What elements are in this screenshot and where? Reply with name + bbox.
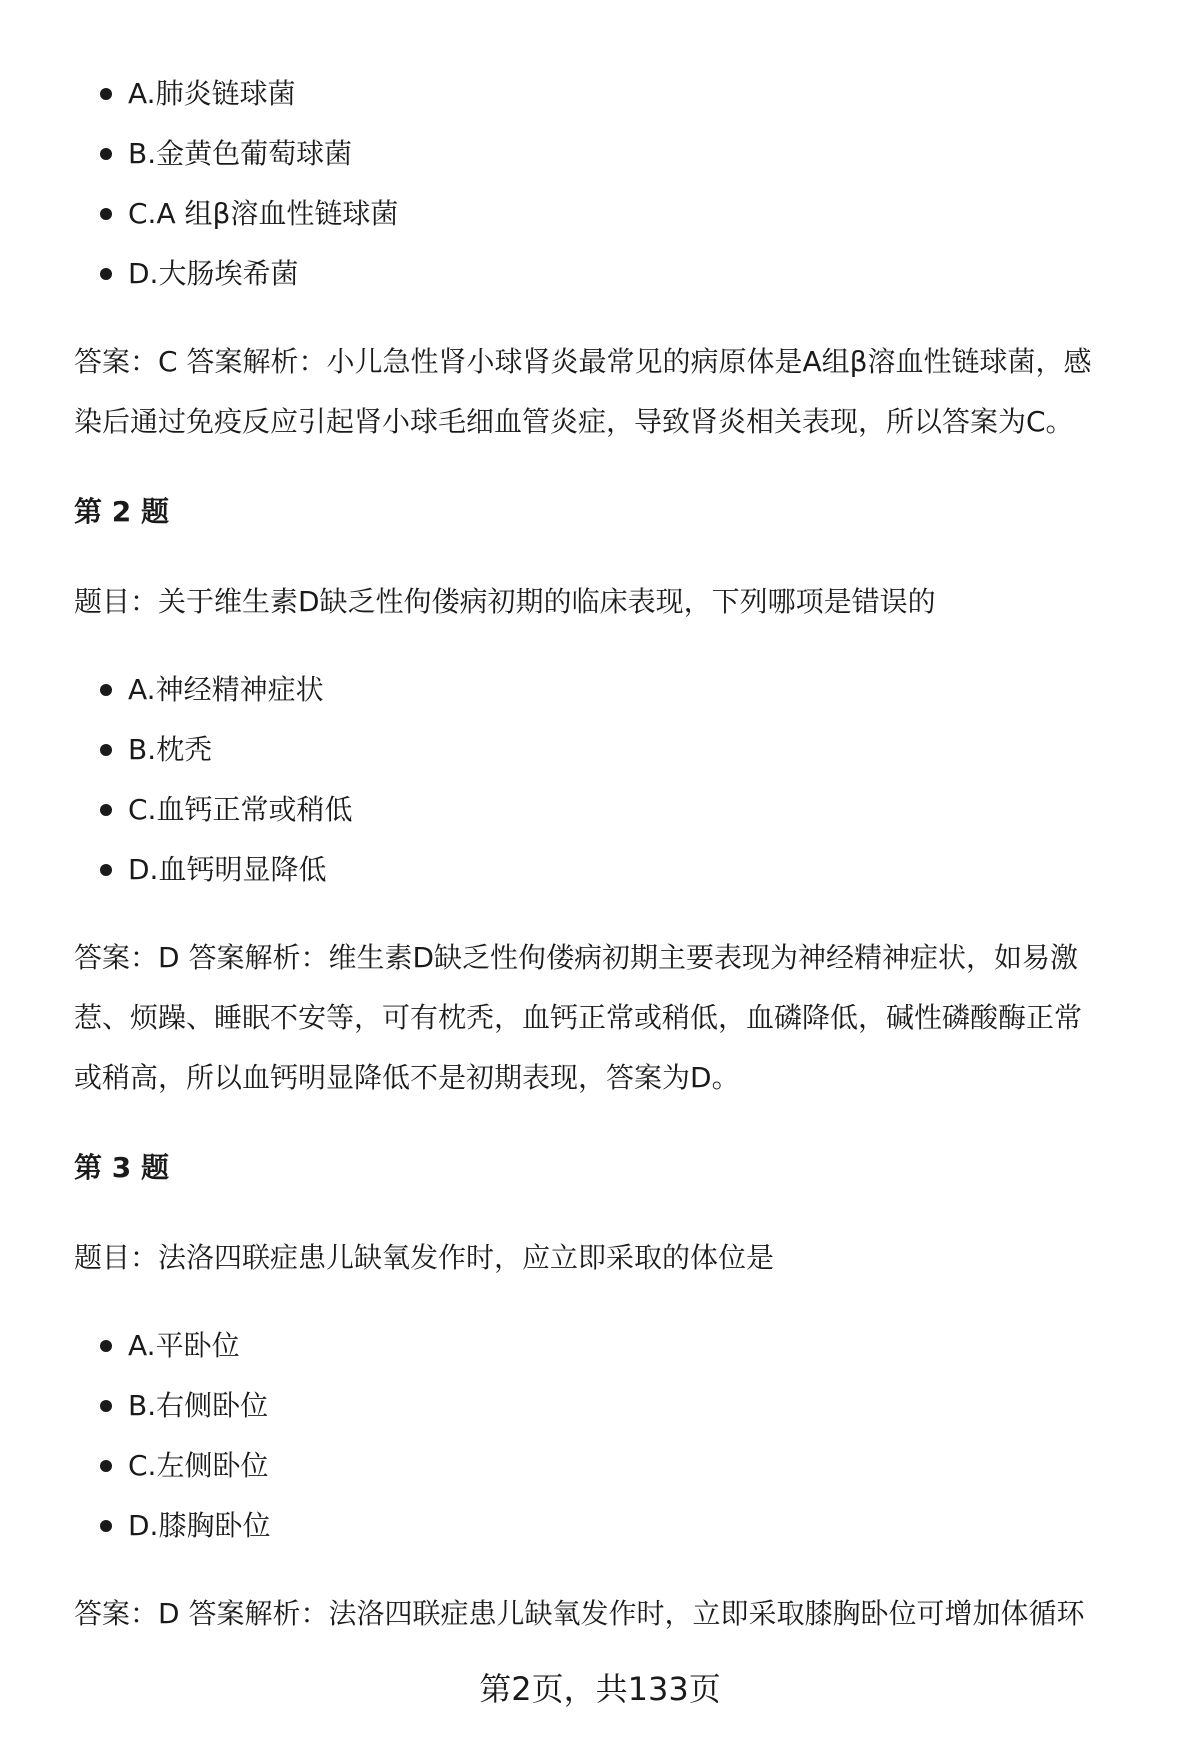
option-text: C.A 组β溶血性链球菌 bbox=[128, 197, 399, 230]
q2-question: 题目：关于维生素D缺乏性佝偻病初期的临床表现，下列哪项是错误的 bbox=[74, 585, 936, 618]
q2-answer-line-3: 或稍高，所以血钙明显降低不是初期表现，答案为D。 bbox=[74, 1061, 740, 1094]
q1-answer-line-2: 染后通过免疫反应引起肾小球毛细血管炎症，导致肾炎相关表现，所以答案为C。 bbox=[74, 405, 1074, 438]
option-text: D.膝胸卧位 bbox=[128, 1509, 271, 1542]
bullet-icon bbox=[100, 684, 112, 696]
page-number: 第2页，共133页 bbox=[479, 1670, 721, 1708]
option-text: B.右侧卧位 bbox=[128, 1389, 269, 1422]
bullet-icon bbox=[100, 268, 112, 280]
q2-title: 第 2 题 bbox=[74, 495, 169, 528]
q2-options bbox=[74, 660, 1154, 900]
option-text: D.血钙明显降低 bbox=[128, 853, 327, 886]
q1-options bbox=[74, 64, 1154, 304]
q3-options bbox=[74, 1316, 1154, 1556]
bullet-icon bbox=[100, 1460, 112, 1472]
option-text: A.平卧位 bbox=[128, 1329, 240, 1362]
bullet-icon bbox=[100, 88, 112, 100]
q1-answer-line-1: 答案：C 答案解析：小儿急性肾小球肾炎最常见的病原体是A组β溶血性链球菌，感 bbox=[74, 345, 1092, 378]
bullet-icon bbox=[100, 1400, 112, 1412]
q1-option-d bbox=[74, 244, 1154, 304]
option-text: A.神经精神症状 bbox=[128, 673, 324, 706]
q2-answer-line-2: 惹、烦躁、睡眠不安等，可有枕秃，血钙正常或稍低，血磷降低，碱性磷酸酶正常 bbox=[74, 1001, 1083, 1034]
bullet-icon bbox=[100, 148, 112, 160]
q3-answer-line-1: 答案：D 答案解析：法洛四联症患儿缺氧发作时，立即采取膝胸卧位可增加体循环 bbox=[74, 1597, 1085, 1630]
q1-option-a bbox=[74, 64, 1154, 124]
bullet-icon bbox=[100, 1520, 112, 1532]
q1-option-c bbox=[74, 184, 1154, 244]
option-text: B.枕秃 bbox=[128, 733, 213, 766]
q3-option-c bbox=[74, 1436, 1154, 1496]
bullet-icon bbox=[100, 744, 112, 756]
q2-option-c bbox=[74, 780, 1154, 840]
bullet-icon bbox=[100, 864, 112, 876]
q2-option-a bbox=[74, 660, 1154, 720]
option-text: B.金黄色葡萄球菌 bbox=[128, 137, 353, 170]
bullet-icon bbox=[100, 804, 112, 816]
q3-option-b bbox=[74, 1376, 1154, 1436]
bullet-icon bbox=[100, 208, 112, 220]
option-text: C.血钙正常或稍低 bbox=[128, 793, 353, 826]
q3-option-d bbox=[74, 1496, 1154, 1556]
q2-option-b bbox=[74, 720, 1154, 780]
q3-title: 第 3 题 bbox=[74, 1151, 169, 1184]
option-text: C.左侧卧位 bbox=[128, 1449, 269, 1482]
option-text: A.肺炎链球菌 bbox=[128, 77, 296, 110]
option-text: D.大肠埃希菌 bbox=[128, 257, 299, 290]
q3-option-a bbox=[74, 1316, 1154, 1376]
q1-option-b bbox=[74, 124, 1154, 184]
bullet-icon bbox=[100, 1340, 112, 1352]
document-content bbox=[74, 64, 1154, 1644]
q2-answer-line-1: 答案：D 答案解析：维生素D缺乏性佝偻病初期主要表现为神经精神症状，如易激 bbox=[74, 941, 1079, 974]
q2-option-d bbox=[74, 840, 1154, 900]
q3-question: 题目：法洛四联症患儿缺氧发作时，应立即采取的体位是 bbox=[74, 1241, 775, 1274]
